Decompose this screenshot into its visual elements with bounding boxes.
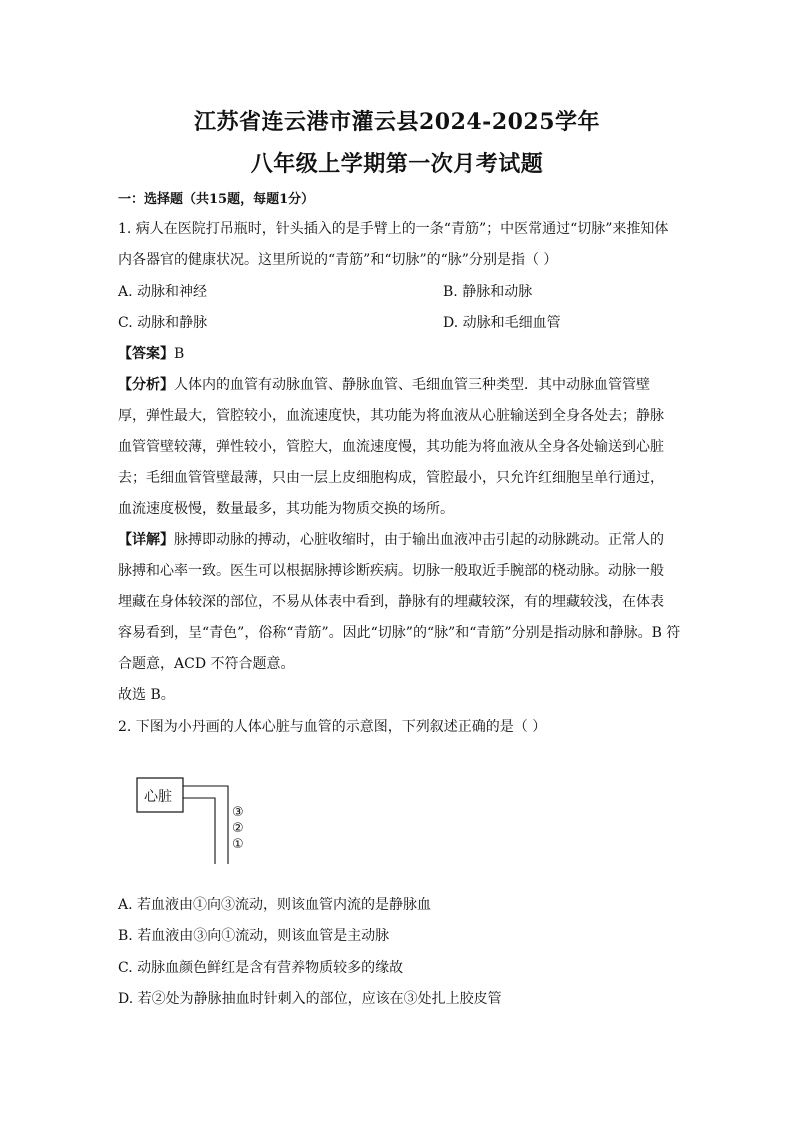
q1-analysis-line5: 血流速度极慢，数量最多，其功能为物质交换的场所。 bbox=[118, 501, 454, 517]
heart-label: 心脏 bbox=[144, 789, 172, 805]
answer-value: B bbox=[174, 346, 185, 362]
q2-option-c: C. 动脉血颜色鲜红是含有营养物质较多的缘故 bbox=[118, 960, 404, 976]
vessel-inner-line bbox=[183, 798, 215, 864]
q1-option-a: A. 动脉和神经 bbox=[118, 284, 208, 300]
q1-detail-line3: 埋藏在身体较深的部位，不易从体表中看到，静脉有的埋藏较深，有的埋藏较浅，在体表 bbox=[118, 594, 664, 610]
exam-title-line1: 江苏省连云港市灌云县2024-2025学年 bbox=[193, 109, 601, 135]
q1-stem-line1: 1. 病人在医院打吊瓶时，针头插入的是手臂上的一条“青筋”；中医常通过“切脉”来推知体 bbox=[118, 221, 669, 237]
analysis-tag: 【分析】 bbox=[118, 377, 174, 393]
heart-vessel-svg bbox=[135, 776, 265, 866]
q2-option-a: A. 若血液由①向③流动，则该血管内流的是静脉血 bbox=[118, 897, 432, 913]
q1-analysis-line2: 厚，弹性最大，管腔较小，血流速度快，其功能为将血液从心脏输送到全身各处去；静脉 bbox=[118, 408, 664, 424]
q2-option-b: B. 若血液由③向①流动，则该血管是主动脉 bbox=[118, 928, 390, 944]
q2-option-d: D. 若②处为静脉抽血时针刺入的部位，应该在③处扎上胶皮管 bbox=[118, 991, 502, 1007]
detail-tag: 【详解】 bbox=[118, 532, 174, 548]
vessel-mark-1: ① bbox=[232, 837, 244, 852]
q1-detail-line2: 脉搏和心率一致。医生可以根据脉搏诊断疾病。切脉一般取近手腕部的桡动脉。动脉一般 bbox=[118, 563, 664, 579]
analysis-text: 人体内的血管有动脉血管、静脉血管、毛细血管三种类型．其中动脉血管管壁 bbox=[174, 377, 650, 393]
q1-analysis-line1 bbox=[118, 374, 650, 394]
q1-option-c: C. 动脉和静脉 bbox=[118, 315, 208, 331]
q1-option-d: D. 动脉和毛细血管 bbox=[443, 315, 561, 331]
detail-text: 脉搏即动脉的搏动，心脏收缩时，由于输出血液冲击引起的动脉跳动。正常人的 bbox=[174, 532, 664, 548]
section-heading: 一：选择题（共15题，每题1分） bbox=[118, 192, 315, 207]
q1-analysis-line3: 血管管壁较薄，弹性较小，管腔大，血流速度慢，其功能为将血液从全身各处输送到心脏 bbox=[118, 439, 664, 455]
vessel-mark-3: ③ bbox=[232, 805, 244, 820]
answer-tag: 【答案】 bbox=[118, 346, 174, 362]
q1-stem-line2: 内各器官的健康状况。这里所说的“青筋”和“切脉”的“脉”分别是指（ ） bbox=[118, 252, 558, 268]
q2-stem: 2. 下图为小丹画的人体心脏与血管的示意图，下列叙述正确的是（ ） bbox=[118, 719, 547, 735]
q1-analysis-line4: 去；毛细血管管壁最薄，只由一层上皮细胞构成，管腔最小，只允许红细胞呈单行通过， bbox=[118, 470, 664, 486]
heart-vessel-diagram bbox=[135, 776, 265, 866]
q1-detail-line5: 合题意，ACD 不符合题意。 bbox=[118, 656, 295, 672]
q1-detail-line1 bbox=[118, 529, 664, 549]
q1-answer bbox=[118, 343, 184, 363]
vessel-mark-2: ② bbox=[232, 821, 244, 836]
q1-detail-line4: 容易看到，呈“青色”，俗称“青筋”。因此“切脉”的“脉”和“青筋”分别是指动脉和静脉。B 符 bbox=[118, 625, 681, 641]
q1-conclusion: 故选 B。 bbox=[118, 687, 175, 703]
exam-title-line2: 八年级上学期第一次月考试题 bbox=[250, 151, 544, 177]
q1-option-b: B. 静脉和动脉 bbox=[443, 284, 533, 300]
